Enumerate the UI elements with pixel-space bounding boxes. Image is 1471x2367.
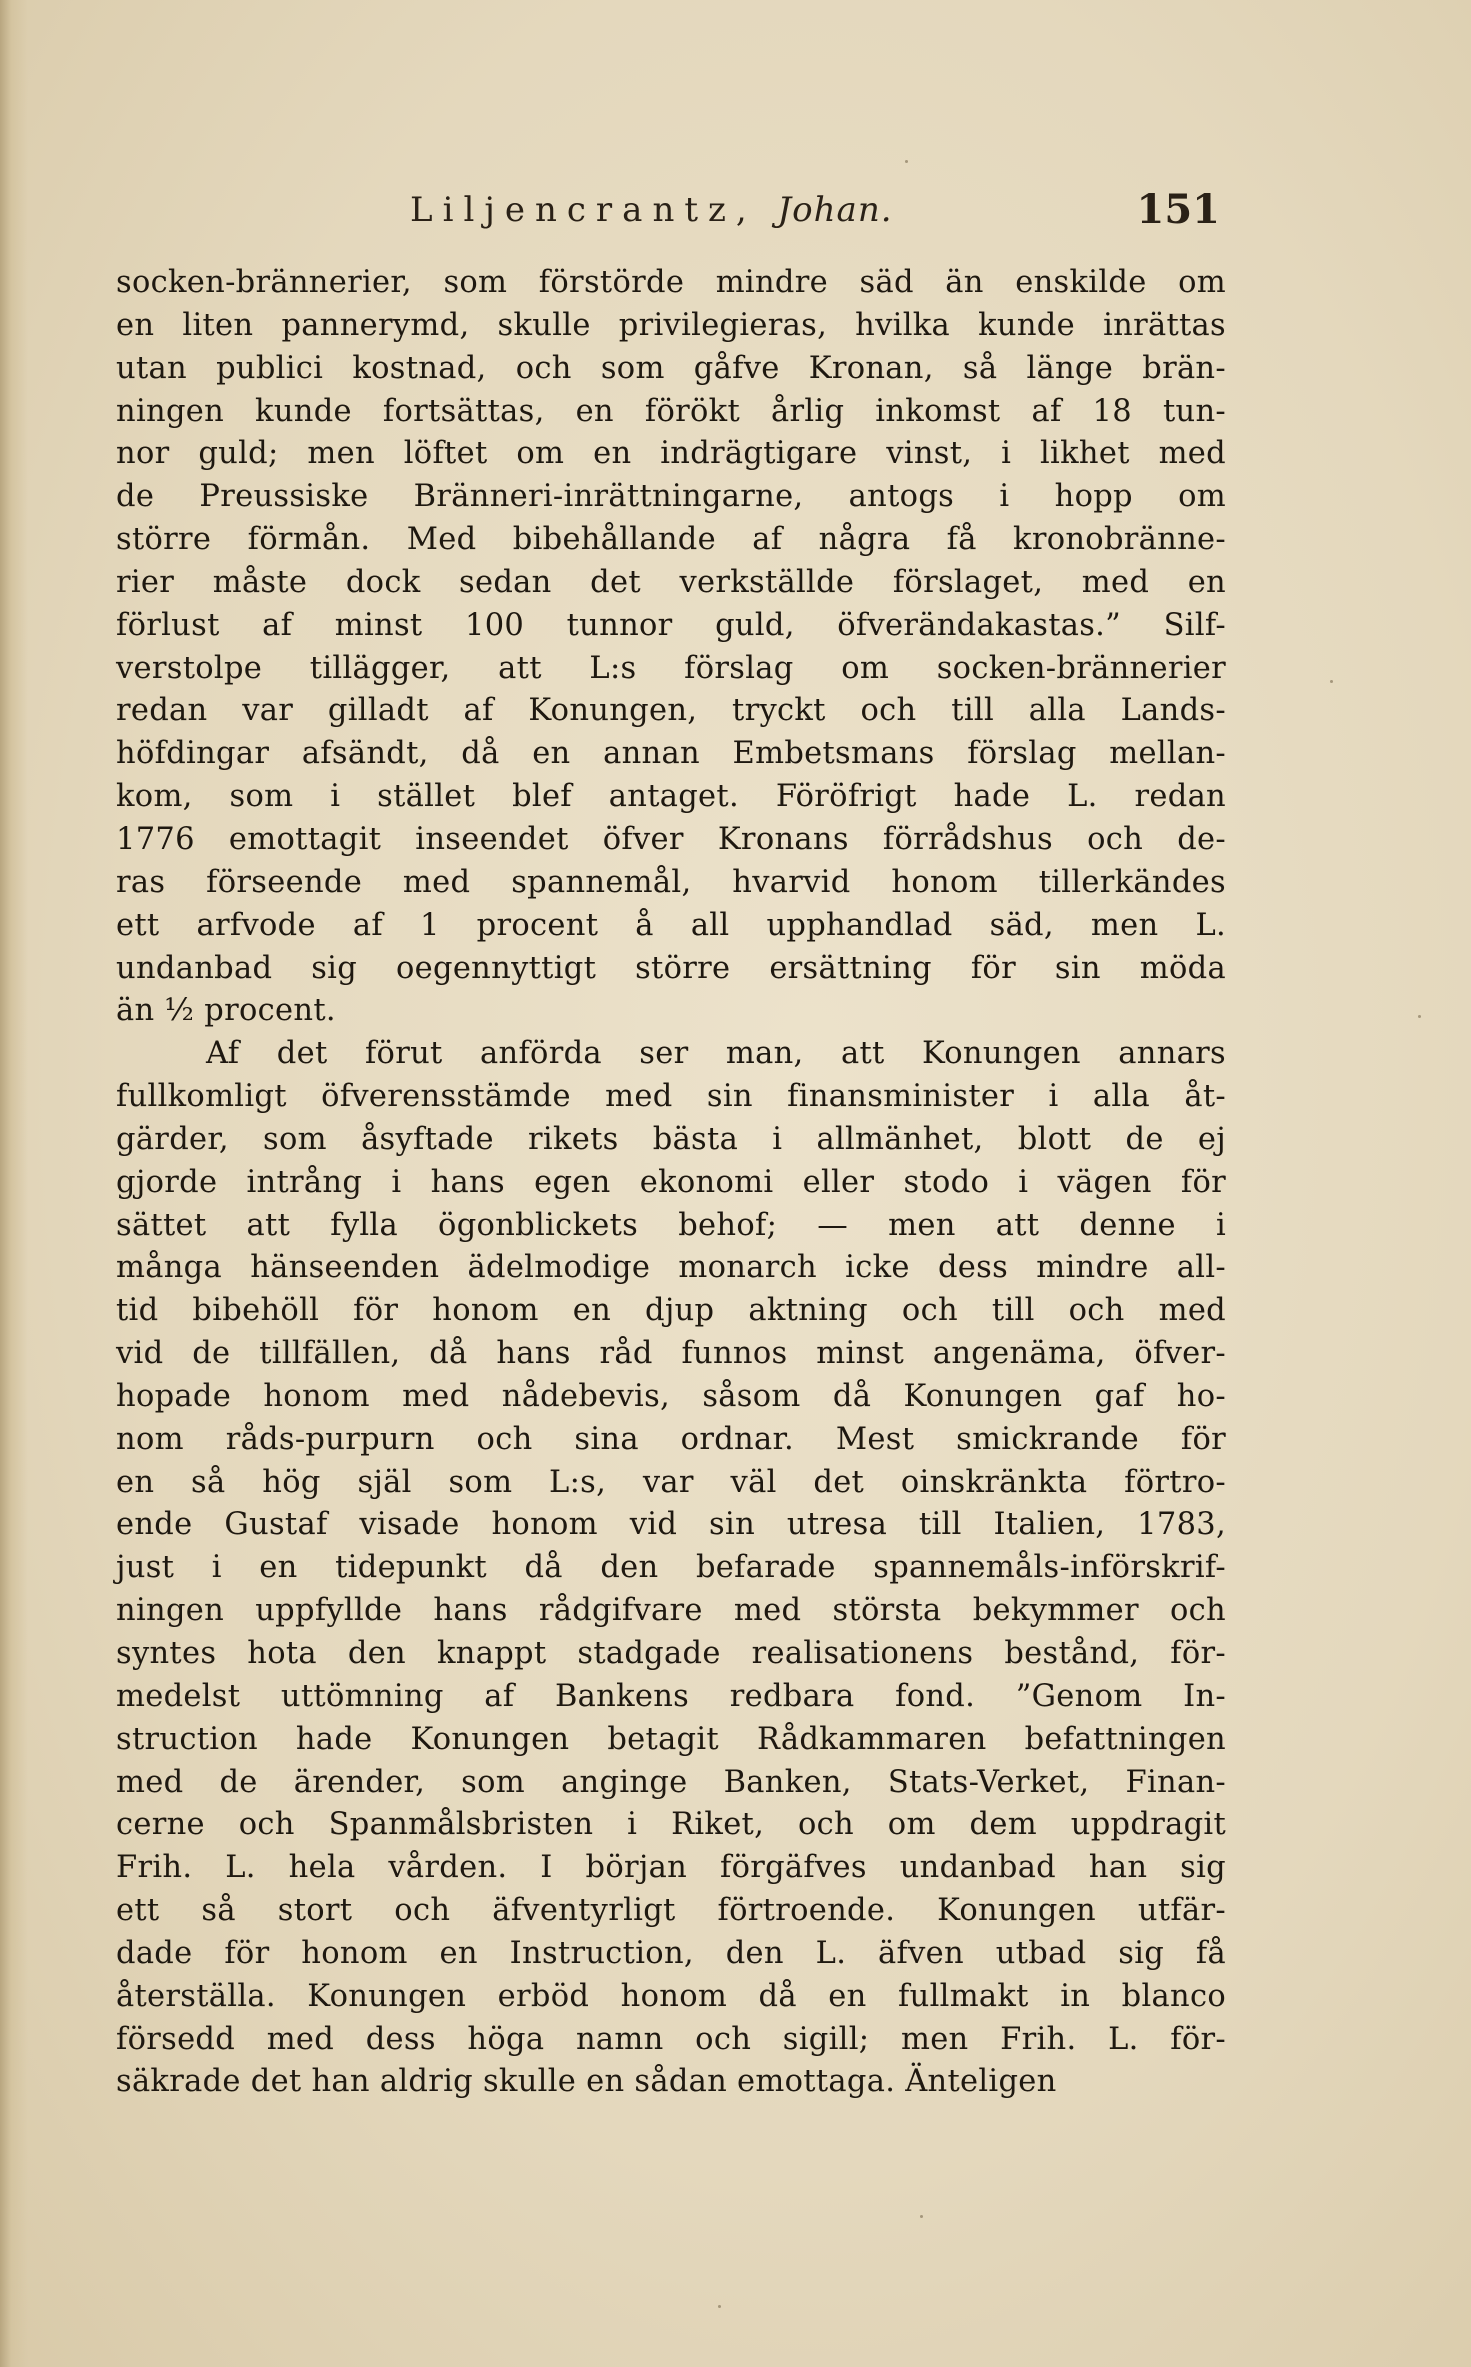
text-line: dade för honom en Instruction, den L. äfven utbad sig få [116,1935,1226,1971]
page-number: 151 [1136,186,1220,233]
text-line: en liten pannerymd, skulle privilegieras, hvilka kunde inrättas [116,307,1226,343]
text-line: utan publici kostnad, och som gåfve Kronan, så länge brän- [116,350,1226,386]
text-line: struction hade Konungen betagit Rådkammaren befattningen [116,1721,1226,1757]
text-line: redan var gilladt af Konungen, tryckt och till alla Lands- [116,693,1226,729]
text-line: verstolpe tillägger, att L:s förslag om socken-brännerier [116,650,1226,686]
text-line: Af det förut anförda ser man, att Konungen annars [206,1036,1226,1072]
text-line: cerne och Spanmålsbristen i Riket, och om dem uppdragit [116,1807,1226,1843]
paper-speck [905,160,908,163]
text-line: ningen kunde fortsättas, en förökt årlig inkomst af 18 tun- [116,393,1226,429]
paper-speck [1330,680,1333,683]
header-given-name: Johan. [777,190,893,230]
text-line: gjorde intrång i hans egen ekonomi eller stodo i vägen för [116,1164,1226,1200]
text-line: nor guld; men löftet om en indrägtigare vinst, i likhet med [116,436,1226,472]
text-line: med de ärender, som anginge Banken, Stats-Verket, Finan- [116,1764,1226,1800]
text-line: 1776 emottagit inseendet öfver Kronans förrådshus och de- [116,821,1226,857]
text-line: fullkomligt öfverensstämde med sin finansminister i alla åt- [116,1079,1226,1115]
text-line: återställa. Konungen erböd honom då en fullmakt in blanco [116,1978,1226,2014]
text-line: sättet att fylla ögonblickets behof; — men att denne i [116,1207,1226,1243]
text-line: ett så stort och äfventyrligt förtroende. Konungen utfär- [116,1893,1226,1929]
paper-speck [718,2305,721,2308]
text-line: större förmån. Med bibehållande af några få kronobränne- [116,522,1226,558]
body-text [116,262,1226,2104]
text-line: rier måste dock sedan det verkställde förslaget, med en [116,564,1226,600]
text-line: många hänseenden ädelmodige monarch icke dess mindre all- [116,1250,1226,1286]
text-line: vid de tillfällen, då hans råd funnos minst angenäma, öfver- [116,1336,1226,1372]
running-title [410,190,893,230]
text-line: ende Gustaf visade honom vid sin utresa till Italien, 1783, [116,1507,1226,1543]
running-header [410,186,1220,250]
text-line: försedd med dess höga namn och sigill; men Frih. L. för- [116,2021,1226,2057]
text-line: nom råds-purpurn och sina ordnar. Mest smickrande för [116,1421,1226,1457]
text-line: ras förseende med spannemål, hvarvid honom tillerkändes [116,864,1226,900]
paper-speck [920,2215,923,2218]
text-line: säkrade det han aldrig skulle en sådan emottaga. Änteligen [116,2064,1057,2100]
text-line: förlust af minst 100 tunnor guld, öfverändakastas.” Silf- [116,607,1226,643]
header-surname: Liljencrantz, [410,190,757,230]
paper-speck [1418,1015,1421,1018]
text-line: undanbad sig oegennyttigt större ersättning för sin möda [116,950,1226,986]
text-line: hopade honom med nådebevis, såsom då Konungen gaf ho- [116,1378,1226,1414]
text-line: höfdingar afsändt, då en annan Embetsmans förslag mellan- [116,736,1226,772]
text-line: en så hög själ som L:s, var väl det oinskränkta förtro- [116,1464,1226,1500]
text-line: just i en tidepunkt då den befarade spannemåls-införskrif- [116,1550,1226,1586]
text-line: gärder, som åsyftade rikets bästa i allmänhet, blott de ej [116,1121,1226,1157]
text-line: syntes hota den knappt stadgade realisationens bestånd, för- [116,1636,1226,1671]
text-line: än ½ procent. [116,993,336,1029]
text-line: kom, som i stället blef antaget. Föröfrigt hade L. redan [116,779,1226,815]
binding-shadow [0,0,28,2367]
text-line: socken-brännerier, som förstörde mindre säd än enskilde om [116,265,1226,300]
text-line: ningen uppfyllde hans rådgifvare med största bekymmer och [116,1593,1226,1629]
text-line: Frih. L. hela vården. I början förgäfves undanbad han sig [116,1850,1226,1886]
text-line: ett arfvode af 1 procent å all upphandlad säd, men L. [116,907,1226,943]
text-line: de Preussiske Bränneri-inrättningarne, antogs i hopp om [116,479,1226,515]
text-line: medelst uttömning af Bankens redbara fond. ”Genom In- [116,1678,1226,1714]
text-line: tid bibehöll för honom en djup aktning och till och med [116,1293,1226,1329]
